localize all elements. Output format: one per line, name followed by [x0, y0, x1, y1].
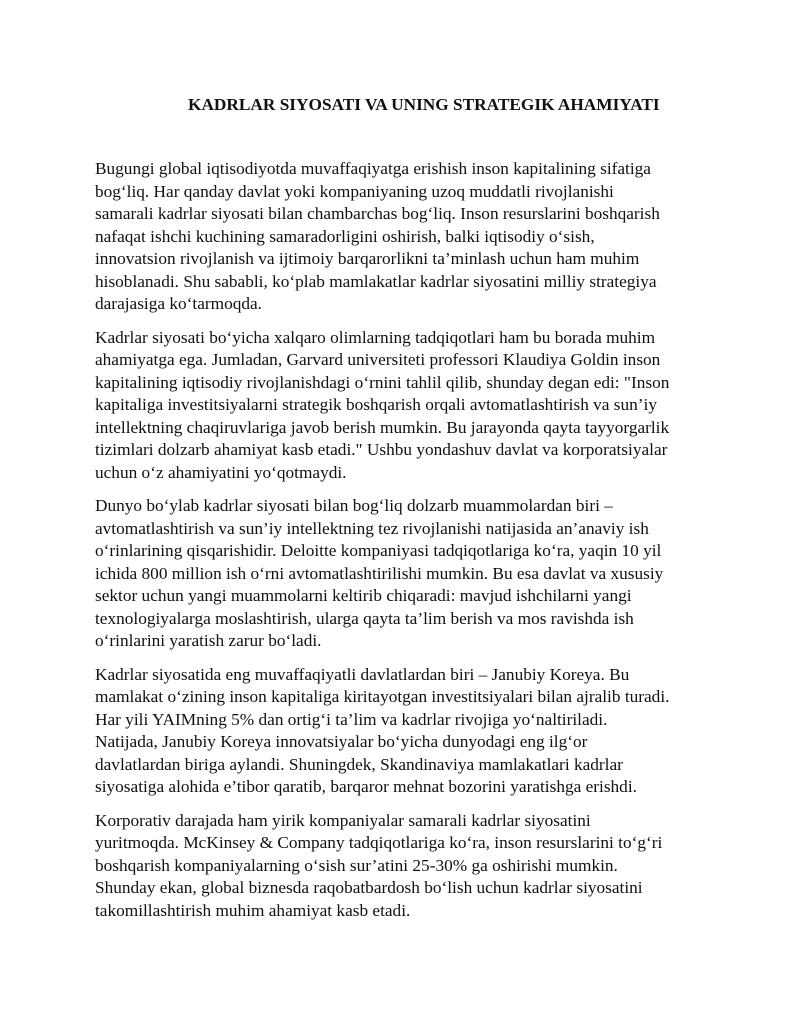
- paragraph-5: [95, 810, 715, 923]
- text-line: samarali kadrlar siyosati bilan chambarchas bog‘liq. Inson resurslarini boshqarish: [95, 204, 660, 223]
- paragraph-4: [95, 664, 715, 799]
- text-line: ahamiyatga ega. Jumladan, Garvard universiteti professori Klaudiya Goldin inson: [95, 350, 661, 369]
- text-line: o‘rinlarini yaratish zarur bo‘ladi.: [95, 631, 322, 650]
- text-line: tizimlari dolzarb ahamiyat kasb etadi." Ushbu yondashuv davlat va korporatsiyalar: [95, 440, 668, 459]
- paragraph-3: [95, 495, 715, 653]
- text-line: kapitalining iqtisodiy rivojlanishdagi o‘rnini tahlil qilib, shunday degan edi: "Inson: [95, 372, 670, 392]
- text-line: Natijada, Janubiy Koreya innovatsiyalar bo‘yicha dunyodagi eng ilg‘or: [95, 732, 588, 751]
- text-line: mamlakat o‘zining inson kapitaliga kiritayotgan investitsiyalari bilan ajralib turadi.: [95, 687, 670, 706]
- text-line: kapitaliga investitsiyalarni strategik boshqarish orqali avtomatlashtirish va sun’iy: [95, 395, 658, 414]
- text-line: Har yili YAIMning 5% dan ortig‘i ta’lim va kadrlar rivojiga yo‘naltiriladi.: [95, 709, 608, 729]
- paragraph-2: [95, 327, 715, 485]
- text-line: avtomatlashtirish va sun’iy intellektning tez rivojlanishi natijasida an’anaviy ish: [95, 518, 649, 538]
- text-line: Korporativ darajada ham yirik kompaniyalar samarali kadrlar siyosatini: [95, 810, 591, 830]
- text-line: boshqarish kompaniyalarning o‘sish sur’atini 25-30% ga oshirishi mumkin.: [95, 855, 618, 875]
- text-line: Kadrlar siyosati bo‘yicha xalqaro olimlarning tadqiqotlari ham bu borada muhim: [95, 327, 656, 347]
- text-line: darajasiga ko‘tarmoqda.: [95, 294, 262, 313]
- text-line: uchun o‘z ahamiyatini yo‘qotmaydi.: [95, 462, 347, 482]
- text-line: ichida 800 million ish o‘rni avtomatlashtirilishi mumkin. Bu esa davlat va xususiy: [95, 563, 664, 583]
- text-line: Bugungi global iqtisodiyotda muvaffaqiyatga erishish inson kapitalining sifatiga: [95, 159, 651, 178]
- text-line: innovatsion rivojlanish va ijtimoiy barqarorlikni ta’minlash uchun ham muhim: [95, 249, 640, 268]
- text-line: sektor uchun yangi muammolarni keltirib chiqaradi: mavjud ishchilarni yangi: [95, 586, 632, 605]
- text-line: yuritmoqda. McKinsey & Company tadqiqotlariga ko‘ra, inson resurslarini to‘g‘ri: [95, 833, 663, 852]
- text-line: Shunday ekan, global biznesda raqobatbardosh bo‘lish uchun kadrlar siyosatini: [95, 878, 643, 897]
- text-line: Kadrlar siyosatida eng muvaffaqiyatli davlatlardan biri – Janubiy Koreya. Bu: [95, 664, 630, 684]
- paragraph-1: [95, 158, 715, 316]
- text-line: siyosatiga alohida e’tibor qaratib, barqaror mehnat bozorini yaratishga erishdi.: [95, 777, 637, 796]
- text-line: Dunyo bo‘ylab kadrlar siyosati bilan bog‘liq dolzarb muammolardan biri –: [95, 496, 613, 515]
- text-line: intellektning chaqiruvlariga javob berish mumkin. Bu jarayonda qayta tayyorgarlik: [95, 417, 670, 437]
- document-body: [95, 158, 715, 933]
- text-line: texnologiyalarga moslashtirish, ularga qayta ta’lim berish va mos ravishda ish: [95, 608, 634, 628]
- text-line: takomillashtirish muhim ahamiyat kasb etadi.: [95, 900, 411, 920]
- text-line: o‘rinlarining qisqarishidir. Deloitte kompaniyasi tadqiqotlariga ko‘ra, yaqin 10 yil: [95, 541, 662, 560]
- document-title: KADRLAR SIYOSATI VA UNING STRATEGIK AHAMIYATI: [188, 95, 660, 114]
- text-line: nafaqat ishchi kuchining samaradorligini oshirish, balki iqtisodiy o‘sish,: [95, 226, 595, 246]
- text-line: hisoblanadi. Shu sababli, ko‘plab mamlakatlar kadrlar siyosatini milliy strategiya: [95, 271, 657, 291]
- text-line: davlatlardan biriga aylandi. Shuningdek, Skandinaviya mamlakatlari kadrlar: [95, 754, 623, 774]
- text-line: bog‘liq. Har qanday davlat yoki kompaniyaning uzoq muddatli rivojlanishi: [95, 181, 614, 201]
